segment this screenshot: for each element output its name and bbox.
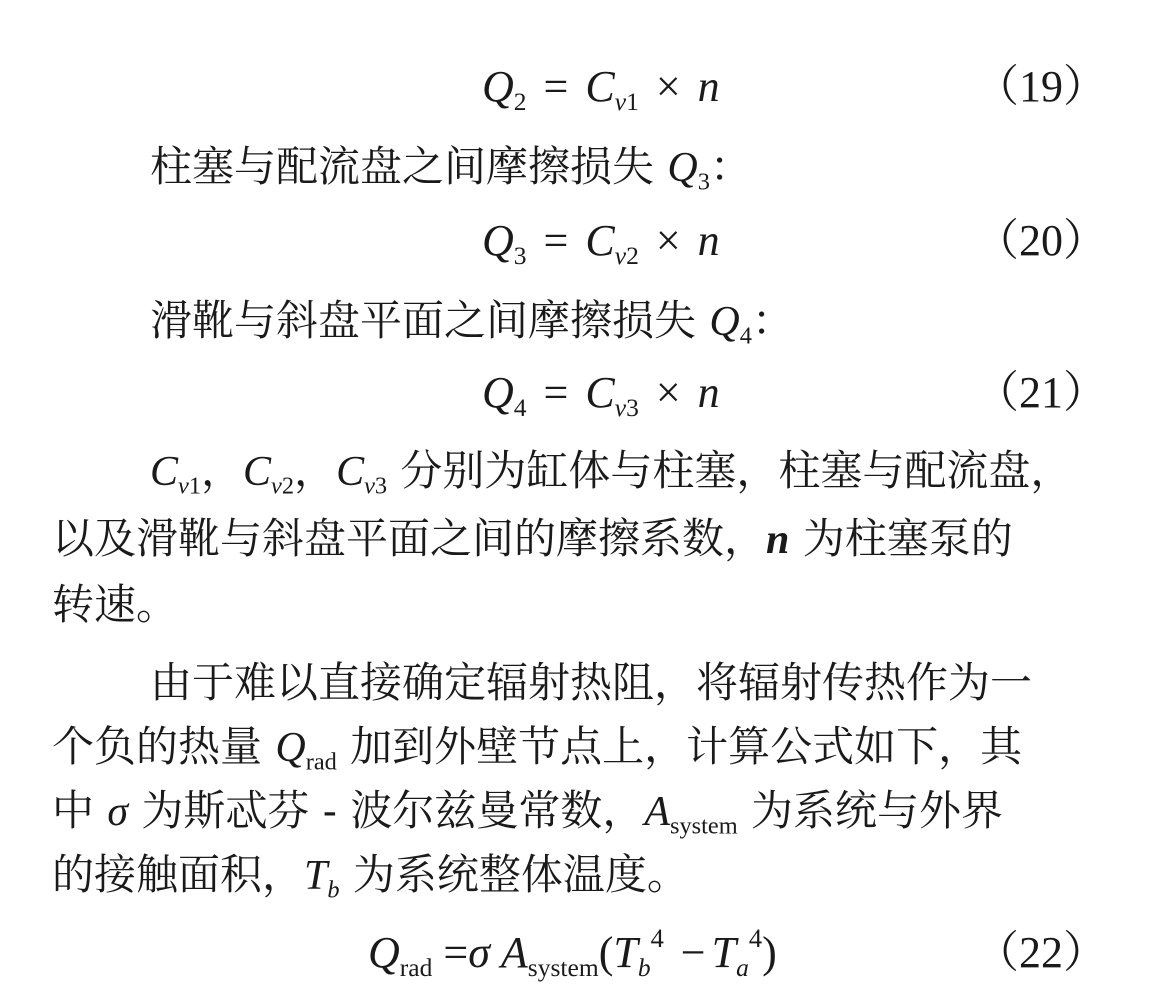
exponent: 4 <box>650 923 664 954</box>
symbol-c: C <box>243 449 272 495</box>
times-sign: × <box>655 62 681 111</box>
times-sign: × <box>655 368 681 417</box>
paragraph-text: 以及滑靴与斜盘平面之间的摩擦系数， <box>52 514 767 563</box>
paragraph-text: 中 <box>52 786 108 835</box>
paragraph-text: 为系统整体温度。 <box>339 850 689 899</box>
equation-22 <box>0 918 1159 988</box>
paragraph-text: 的接触面积， <box>52 850 305 899</box>
separator: ， <box>294 446 337 495</box>
subscript-b: b <box>327 876 340 904</box>
subscript-system: system <box>527 952 599 982</box>
equation-number: （22） <box>975 928 1107 977</box>
symbol-n: n <box>766 517 790 563</box>
subscript-v: v <box>271 472 282 500</box>
paragraph-1-line-2 <box>0 504 1159 574</box>
paragraph-2-line-3 <box>0 776 1159 846</box>
symbol-n: n <box>697 62 720 111</box>
paragraph-1-line-1 <box>0 436 1159 506</box>
paragraph-text: 由于难以直接确定辐射热阻，将辐射传热作为一 <box>150 658 1033 707</box>
subscript: 3 <box>513 240 527 270</box>
subscript-system: system <box>669 812 738 840</box>
symbol-q: Q <box>482 368 514 417</box>
subscript: 4 <box>513 392 527 422</box>
right-paren: ) <box>762 928 777 977</box>
equation-21 <box>0 358 1159 428</box>
symbol-c: C <box>336 449 365 495</box>
symbol-q: Q <box>275 725 306 771</box>
subscript-v: v <box>614 240 627 270</box>
subscript-v: v <box>178 472 189 500</box>
equals-sign: = <box>543 216 569 265</box>
paragraph-2-line-4 <box>0 840 1159 910</box>
minus-sign: − <box>680 928 706 977</box>
paragraph-text: 为斯忒芬 - 波尔兹曼常数， <box>128 786 645 835</box>
equation-number: （21） <box>975 368 1107 417</box>
intro-text: 滑靴与斜盘平面之间摩擦损失 <box>150 296 710 345</box>
symbol-n: n <box>697 368 720 417</box>
times-sign: × <box>655 216 681 265</box>
subscript-number: 1 <box>626 86 639 116</box>
subscript-number: 2 <box>626 240 639 270</box>
equation-19-expr <box>482 52 720 122</box>
symbol-t: T <box>613 928 638 977</box>
symbol-q: Q <box>667 145 698 191</box>
symbol-c: C <box>585 62 615 111</box>
equation-number: （19） <box>975 62 1107 111</box>
subscript-rad: rad <box>305 748 337 776</box>
paragraph-text: 加到外壁节点上，计算公式如下，其 <box>336 722 1023 771</box>
symbol-sigma: σ <box>468 928 490 977</box>
colon: ： <box>709 142 752 191</box>
left-paren: ( <box>598 928 614 977</box>
symbol-t: T <box>711 928 737 977</box>
symbol-c: C <box>150 449 179 495</box>
subscript-number: 2 <box>281 472 295 500</box>
subscript-v: v <box>364 472 375 500</box>
intro-q3 <box>0 132 1159 202</box>
colon: ： <box>751 296 794 345</box>
symbol-q: Q <box>709 299 740 345</box>
symbol-t: T <box>304 853 328 899</box>
subscript-number: 3 <box>626 392 639 422</box>
separator: ， <box>201 446 244 495</box>
symbol-q: Q <box>482 62 514 111</box>
equals-sign: = <box>543 62 569 111</box>
symbol-a: A <box>500 928 528 977</box>
symbol-sigma: σ <box>107 789 129 835</box>
subscript-number: 3 <box>374 472 388 500</box>
subscript: 3 <box>697 168 710 196</box>
subscript-b: b <box>637 952 651 982</box>
symbol-n: n <box>697 216 720 265</box>
paragraph-text: 为系统与外界 <box>737 786 1004 835</box>
paragraph-2-line-1 <box>0 648 1159 718</box>
equation-20-expr <box>482 206 720 276</box>
intro-q4 <box>0 286 1159 356</box>
subscript-number: 1 <box>188 472 202 500</box>
equation-22-expr <box>368 918 777 988</box>
paragraph-text: 转速。 <box>52 580 179 629</box>
equation-21-expr <box>482 358 720 428</box>
equation-20 <box>0 206 1159 276</box>
subscript: 2 <box>513 86 527 116</box>
equation-19 <box>0 52 1159 122</box>
subscript-rad: rad <box>399 952 433 982</box>
paragraph-1-line-3 <box>0 570 1159 640</box>
paragraph-2-line-2 <box>0 712 1159 782</box>
paragraph-text: 为柱塞泵的 <box>789 514 1013 563</box>
symbol-c: C <box>585 216 615 265</box>
equals-sign: = <box>543 368 569 417</box>
subscript: 4 <box>739 322 752 350</box>
symbol-c: C <box>585 368 615 417</box>
subscript-a: a <box>736 952 749 982</box>
symbol-q: Q <box>368 928 400 977</box>
equation-number: （20） <box>975 216 1107 265</box>
paragraph-text: 分别为缸体与柱塞，柱塞与配流盘， <box>387 446 1073 495</box>
equals-sign: = <box>443 928 469 977</box>
paragraph-text: 个负的热量 <box>52 722 276 771</box>
intro-text: 柱塞与配流盘之间摩擦损失 <box>150 142 668 191</box>
exponent: 4 <box>748 923 763 954</box>
symbol-q: Q <box>482 216 514 265</box>
subscript-v: v <box>614 86 627 116</box>
symbol-a: A <box>644 789 670 835</box>
subscript-v: v <box>614 392 627 422</box>
